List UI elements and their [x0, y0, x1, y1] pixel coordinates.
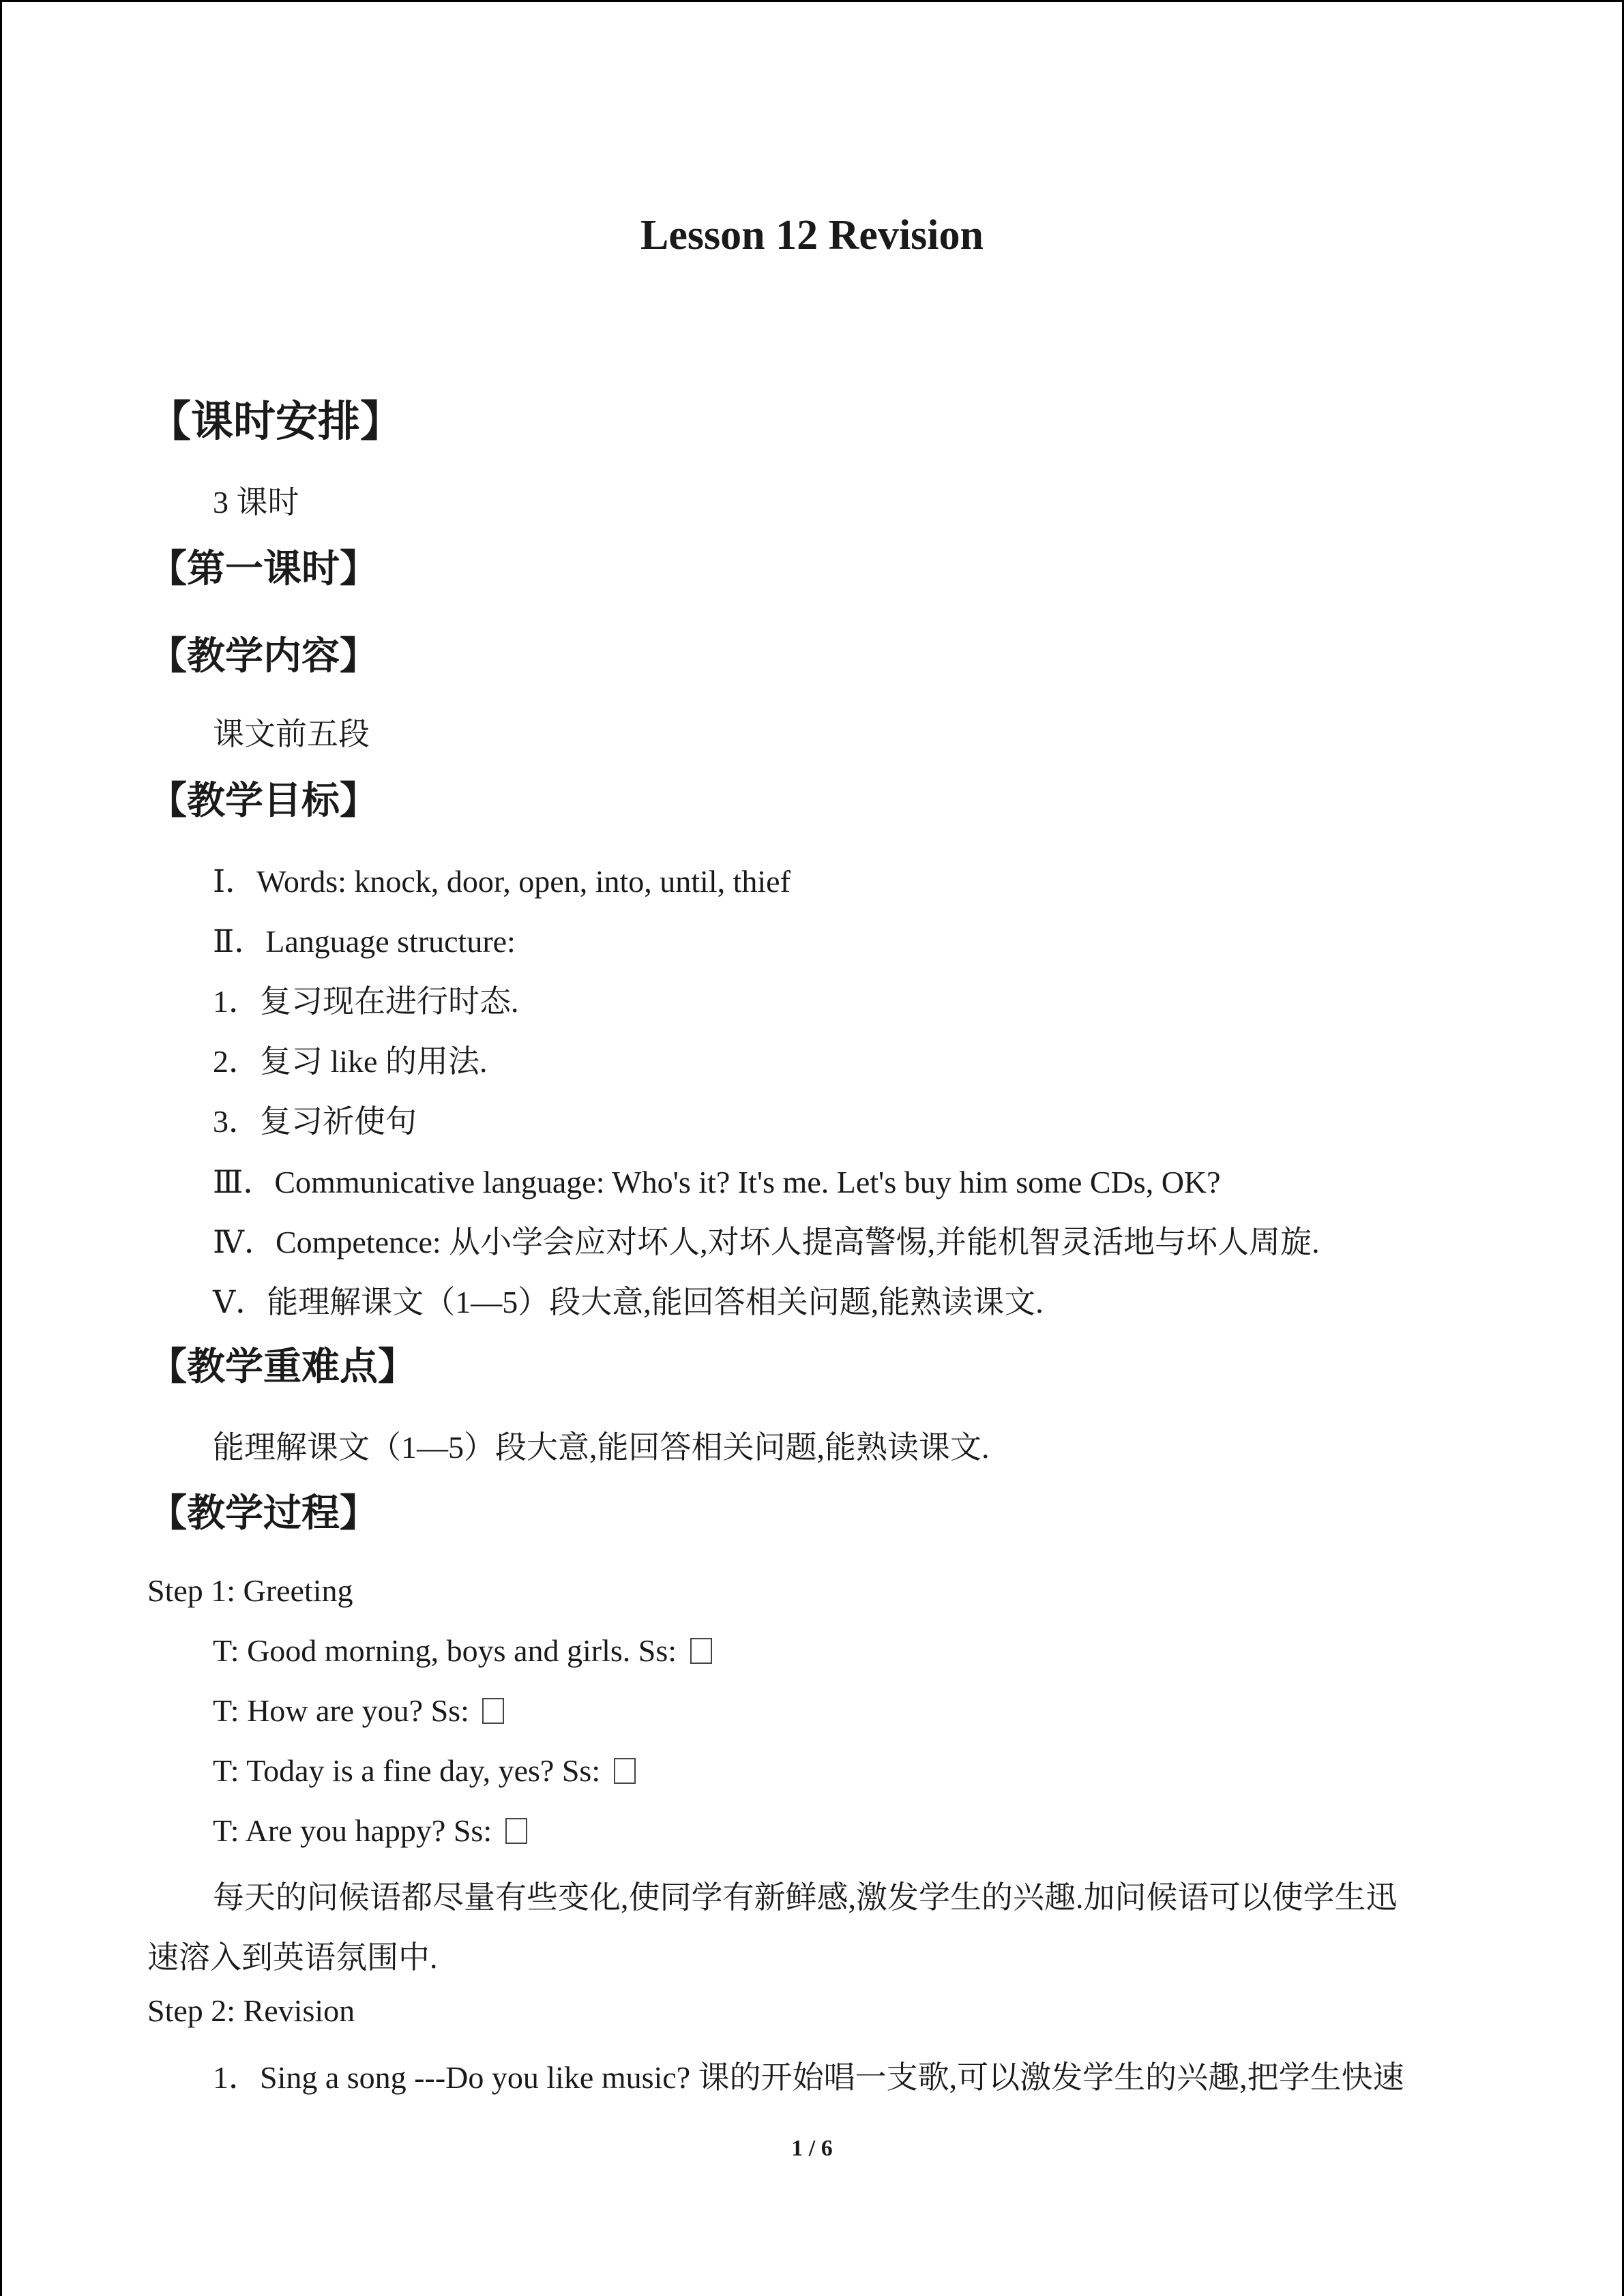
- blank-box: [505, 1818, 527, 1844]
- page-title: Lesson 12 Revision: [640, 212, 984, 258]
- blank-box: [482, 1698, 504, 1724]
- objective-line: Ⅳ．Competence: 从小学会应对坏人,对坏人提高警惕,并能机智灵活地与坏人周旋.: [213, 1225, 1320, 1259]
- objective-line: 2．复习 like 的用法.: [213, 1044, 488, 1079]
- heading-key-points: 【教学重难点】: [149, 1345, 416, 1389]
- arrangement-text: 3 课时: [213, 485, 299, 520]
- objective-line: Ⅴ．能理解课文（1—5）段大意,能回答相关问题,能熟读课文.: [213, 1285, 1044, 1320]
- dialogue-line: T: Are you happy? Ss:: [213, 1813, 527, 1849]
- dialogue-line: T: Today is a fine day, yes? Ss:: [213, 1753, 636, 1789]
- objective-line: Ⅱ．Language structure:: [213, 924, 516, 959]
- blank-box: [690, 1638, 712, 1664]
- step1-note-line1: 每天的问候语都尽量有些变化,使同学有新鲜感,激发学生的兴趣.加问候语可以使学生迅: [213, 1880, 1398, 1915]
- heading-content: 【教学内容】: [149, 634, 378, 679]
- heading-process: 【教学过程】: [149, 1491, 378, 1536]
- dialogue-line: T: How are you? Ss:: [213, 1693, 504, 1729]
- objective-line: Ⅰ．Words: knock, door, open, into, until, thief: [213, 864, 791, 899]
- objective-line: Ⅲ．Communicative language: Who's it? It's me. Let's buy him some CDs, OK?: [213, 1165, 1221, 1199]
- step1-note-line2: 速溶入到英语氛围中.: [147, 1940, 438, 1975]
- page-number: 1 / 6: [791, 2136, 833, 2161]
- content-text: 课文前五段: [213, 717, 370, 751]
- dialogue-line: T: Good morning, boys and girls. Ss:: [213, 1632, 712, 1669]
- blank-box: [614, 1758, 636, 1784]
- step2-title: Step 2: Revision: [147, 1993, 355, 2028]
- step2-line1: 1．Sing a song ---Do you like music? 课的开始唱一支歌,可以激发学生的兴趣,把学生快速: [213, 2060, 1404, 2095]
- step1-title: Step 1: Greeting: [147, 1573, 353, 1608]
- heading-arrangement: 【课时安排】: [149, 396, 403, 446]
- page-border-left: [0, 0, 2, 2296]
- key-points-text: 能理解课文（1—5）段大意,能回答相关问题,能熟读课文.: [213, 1430, 990, 1465]
- objective-line: 3．复习祈使句: [213, 1104, 417, 1139]
- page-border-top: [0, 0, 1624, 2]
- objective-line: 1．复习现在进行时态.: [213, 984, 519, 1019]
- heading-objectives: 【教学目标】: [149, 779, 378, 823]
- heading-first-lesson: 【第一课时】: [149, 547, 378, 591]
